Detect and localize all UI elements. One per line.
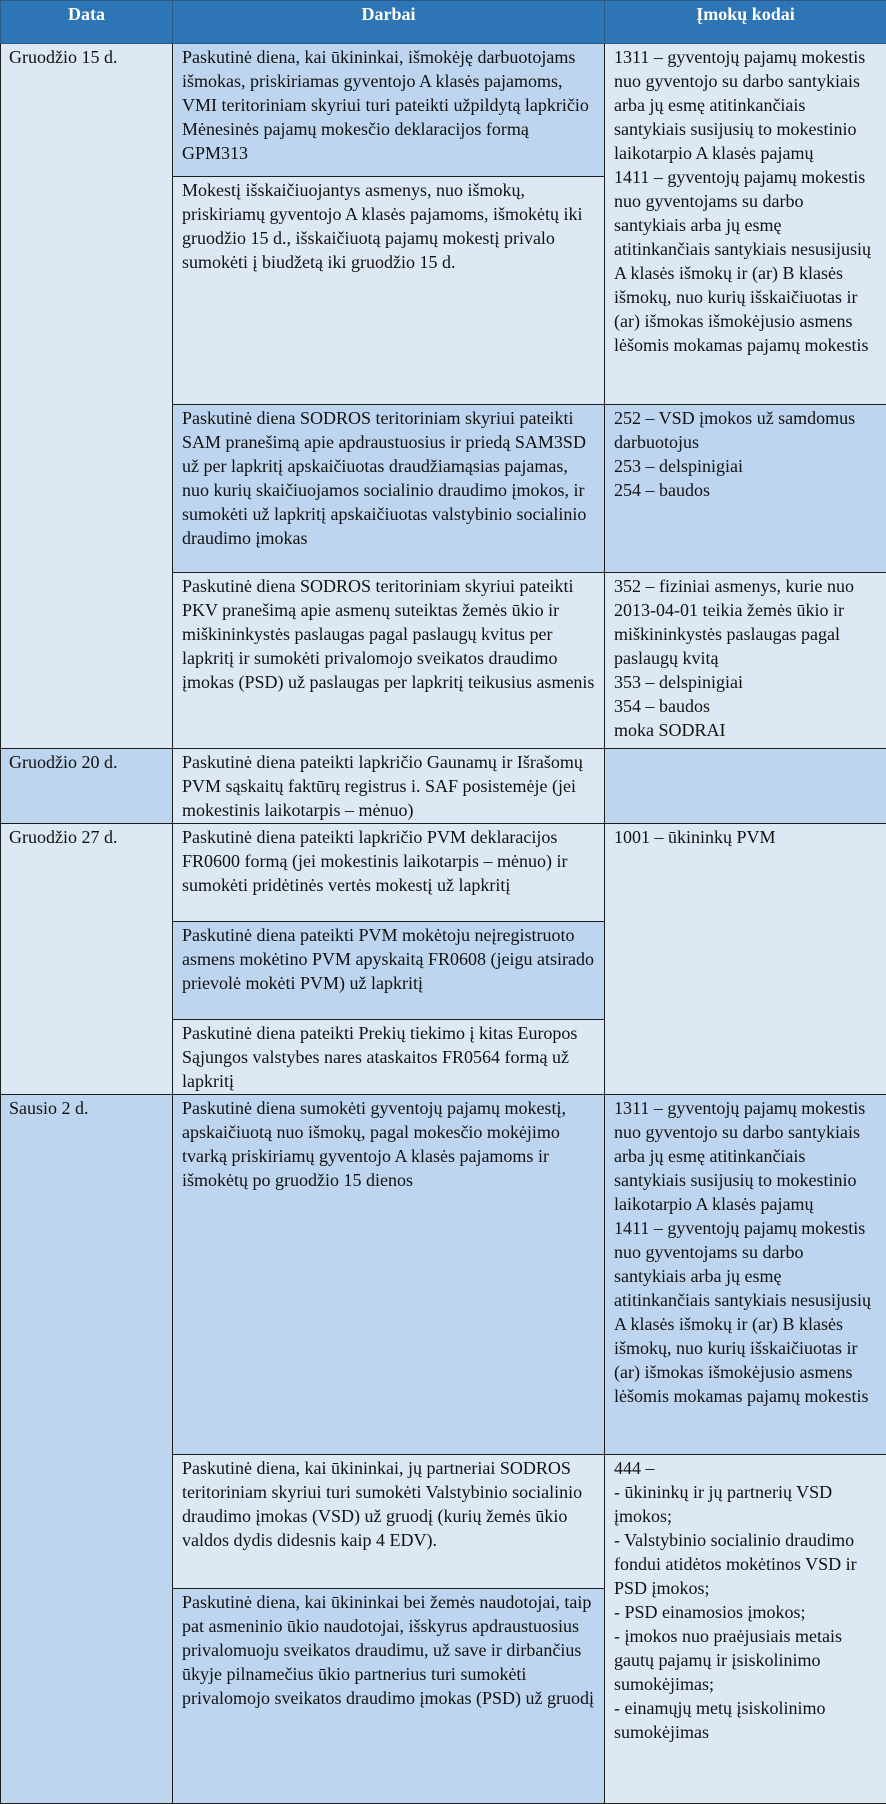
codes-cell (605, 749, 886, 824)
codes-cell: 1311 – gyventojų pajamų mokestis nuo gyventojo su darbo santykiais arba jų esmę atitinkančiais santykiais susijusių to mokestinio laikotarpio A klasės pajamų 1411 – gyventojų pajamų mokestis nuo gyventojams su darbo santykiais arba jų esmę atitinkančiais santykiais nesusijusių A klasės išmokų ir (ar) B klasės išmokų, nuo kurių išskaičiuotas ir (ar) išmokas išmokėjusio asmens lėšomis mokamas pajamų mokestis (605, 44, 886, 405)
work-cell: Mokestį išskaičiuojantys asmenys, nuo išmokų, priskiriamų gyventojo A klasės pajamoms, išmokėtų iki gruodžio 15 d., išskaičiuotą pajamų mokestį privalo sumokėti į biudžetą iki gruodžio 15 d. (173, 177, 605, 405)
header-codes (605, 1, 886, 44)
codes-cell: 352 – fiziniai asmenys, kurie nuo 2013-04-01 teikia žemės ūkio ir miškininkystės paslaugas pagal paslaugų kvitą 353 – delspinigiai 354 – baudos moka SODRAI (605, 573, 886, 749)
codes-cell: 1001 – ūkininkų PVM (605, 824, 886, 1095)
work-cell: Paskutinė diena, kai ūkininkai, jų partneriai SODROS teritoriniam skyriui turi sumokėti Valstybinio socialinio draudimo įmokas (VSD) už gruodį (kurių žemės ūkio valdos dydis didesnis kaip 4 EDV). (173, 1455, 605, 1589)
date-cell: Gruodžio 27 d. (1, 824, 173, 1095)
header-date-label: Data (1, 1, 172, 25)
work-cell: Paskutinė diena pateikti lapkričio Gaunamų ir Išrašomų PVM sąskaitų faktūrų registrus i. SAF posistemėje (jei mokestinis laikotarpis – mėnuo) (173, 749, 605, 824)
header-works (173, 1, 605, 44)
header-codes-label: Įmokų kodai (605, 1, 886, 25)
work-cell: Paskutinė diena, kai ūkininkai bei žemės naudotojai, taip pat asmeninio ūkio naudotojai, išskyrus apdraustuosius privalomuoju sveikatos draudimu, už save ir dirbančius ūkyje pilnamečius ūkio partnerius turi sumokėti privalomojo sveikatos draudimo įmokas (PSD) už gruodį (173, 1589, 605, 1804)
work-cell: Paskutinė diena pateikti PVM mokėtoju neįregistruoto asmens mokėtino PVM apyskaitą FR0608 (jeigu atsirado prievolė mokėti PVM) už lapkritį (173, 922, 605, 1020)
work-cell: Paskutinė diena SODROS teritoriniam skyriui pateikti SAM pranešimą apie apdraustuosius ir priedą SAM3SD už per lapkritį apskaičiuotas draudžiamąsias pajamas, nuo kurių skaičiuojamos socialinio draudimo įmokos, ir sumokėti už lapkritį apskaičiuotas valstybinio socialinio draudimo įmokas (173, 405, 605, 573)
codes-cell: 444 – - ūkininkų ir jų partnerių VSD įmokos; - Valstybinio socialinio draudimo fondui atidėtos mokėtinos VSD ir PSD įmokos; - PSD einamosios įmokos; - įmokos nuo praėjusiais metais gautų pajamų ir įsiskolinimo sumokėjimas; - einamųjų metų įsiskolinimo sumokėjimas (605, 1455, 886, 1804)
header-row (1, 1, 886, 44)
table-row (1, 44, 886, 177)
codes-cell: 1311 – gyventojų pajamų mokestis nuo gyventojo su darbo santykiais arba jų esmę atitinkančiais santykiais susijusių to mokestinio laikotarpio A klasės pajamų 1411 – gyventojų pajamų mokestis nuo gyventojams su darbo santykiais arba jų esmę atitinkančiais santykiais nesusijusių A klasės išmokų ir (ar) B klasės išmokų, nuo kurių išskaičiuotas ir (ar) išmokas išmokėjusio asmens lėšomis mokamas pajamų mokestis (605, 1095, 886, 1455)
table-row (1, 824, 886, 922)
work-cell: Paskutinė diena pateikti lapkričio PVM deklaracijos FR0600 formą (jei mokestinis laikotarpis – mėnuo) ir sumokėti pridėtinės vertės mokestį už lapkritį (173, 824, 605, 922)
header-date (1, 1, 173, 44)
codes-cell: 252 – VSD įmokos už samdomus darbuotojus 253 – delspinigiai 254 – baudos (605, 405, 886, 573)
table-row (1, 749, 886, 824)
work-cell: Paskutinė diena pateikti Prekių tiekimo į kitas Europos Sąjungos valstybes nares ataskaitos FR0564 formą už lapkritį (173, 1020, 605, 1095)
work-cell: Paskutinė diena, kai ūkininkai, išmokėję darbuotojams išmokas, priskiriamas gyventojo A klasės pajamoms, VMI teritoriniam skyriui turi pateikti užpildytą lapkričio Mėnesinės pajamų mokesčio deklaracijos formą GPM313 (173, 44, 605, 177)
date-cell: Sausio 2 d. (1, 1095, 173, 1804)
work-cell: Paskutinė diena SODROS teritoriniam skyriui pateikti PKV pranešimą apie asmenų suteiktas žemės ūkio ir miškininkystės paslaugas pagal paslaugų kvitus per lapkritį ir sumokėti privalomojo sveikatos draudimo įmokas (PSD) už paslaugas per lapkritį teikusius asmenis (173, 573, 605, 749)
date-cell: Gruodžio 20 d. (1, 749, 173, 824)
header-works-label: Darbai (173, 1, 604, 25)
work-cell: Paskutinė diena sumokėti gyventojų pajamų mokestį, apskaičiuotą nuo išmokų, pagal mokesčio mokėjimo tvarką priskiriamų gyventojo A klasės pajamoms ir išmokėtų po gruodžio 15 dienos (173, 1095, 605, 1455)
date-cell: Gruodžio 15 d. (1, 44, 173, 749)
table-row (1, 1095, 886, 1455)
